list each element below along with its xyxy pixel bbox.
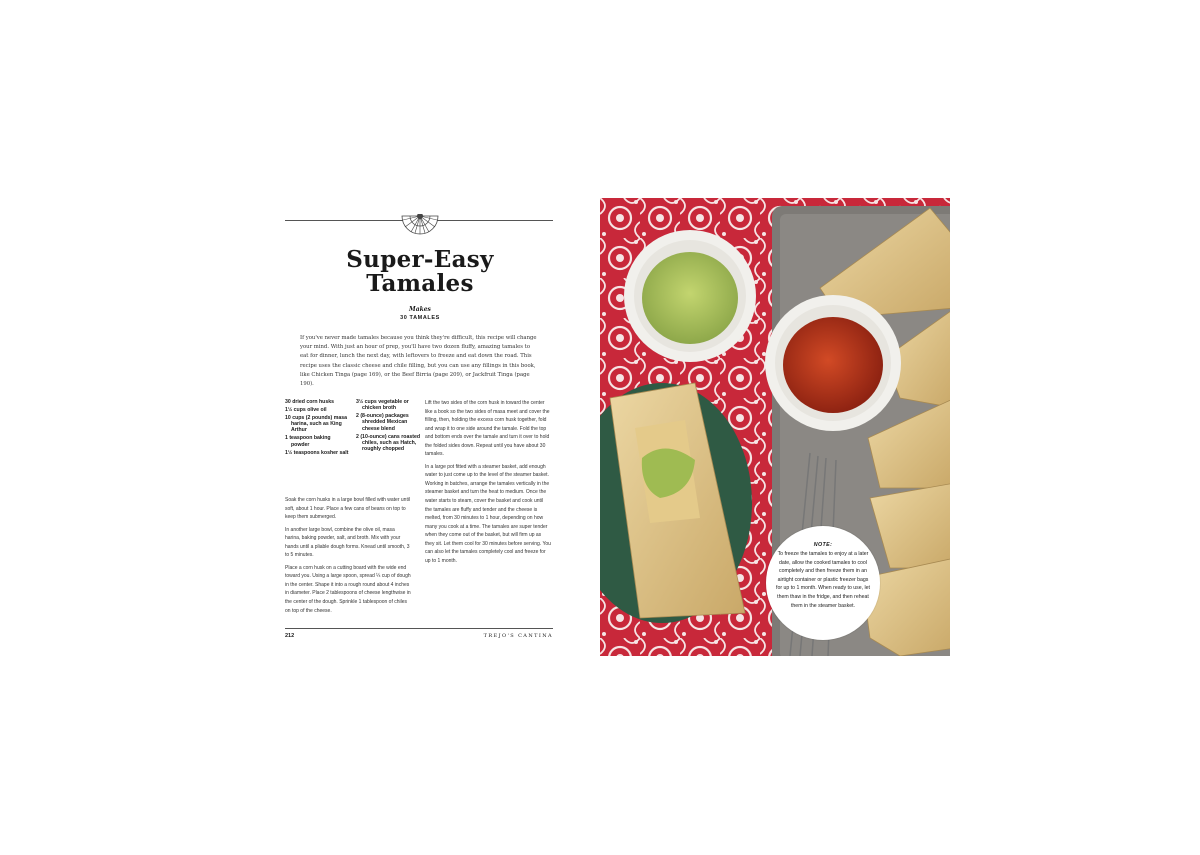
method-step: Soak the corn husks in a large bowl filled with water until soft, about 1 hour. Place a few cans of beans on top to keep them submerged. [285,497,411,521]
makes-label: Makes [409,306,431,313]
ingredient: 1½ teaspoons kosher salt [285,449,349,456]
ingredient: 2 (10-ounce) cans roasted chiles, such as Hatch, roughly chopped [356,433,421,453]
ingredient: 1½ cups olive oil [285,407,327,413]
ingredient: 30 dried corn husks [285,399,335,405]
method-column-right [425,399,551,569]
recipe-title [270,248,570,296]
ingredient: 10 cups (2 pounds) masa harina, such as King Arthur [285,415,347,434]
method-step: In a large pot fitted with a steamer basket, add enough water to just come up to the level of the steamer basket. Working in batches, arrange the tamales vertically in the steamer basket and turn the heat to medium. Once the water starts to steam, cover the basket and cook until the tamales are fluffy and tender and the cheese is melted, from 30 minutes to 1 hour, depending on how many you cook at a time. The tamales are super tender when they come out of the basket, but will firm up as they sit. Let them cool for 30 minutes before serving. You can also let the tamales completely cool and freeze for up to 1 month. [425,463,551,564]
sunburst-ornament-icon [397,214,443,238]
title-line-1: Super-Easy [346,246,494,273]
method-step: Place a corn husk on a cutting board with the wide end toward you. Using a large spoon, spread ¼ cup of dough in the center. Shape it into a rough round about 4 inches in diameter. Place 2 tablespoons of cheese lengthwise in the center of the dough. Sprinkle 1 tablespoon of chiles on top of the cheese. [285,564,411,614]
method-column-left [285,496,411,619]
title-line-2: Tamales [366,270,474,297]
ingredient: 2 (8-ounce) packages shredded Mexican cheese blend [356,413,409,432]
running-head: TREJO'S CANTINA [483,633,553,639]
page-number: 212 [285,633,295,639]
ingredients-column-1 [285,399,349,458]
recipe-intro: If you've never made tamales because you think they're difficult, this recipe will change your mind. With just an hour of prep, you'll have two dozen fluffy, amazing tamales to eat for dinner, lunch the next day, with leftovers to freeze and eat down the road. This recipe uses the classic cheese and chile filling, but you can use any fillings in this book, like Chicken Tinga (page 169), or the Beef Birria (page 209), or Jackfruit Tinga (page 190). [300,335,537,388]
yield-quantity: 30 TAMALES [400,315,440,321]
bottom-rule [285,628,553,629]
method-step: Lift the two sides of the corn husk in toward the center like a book so the two sides of masa meet and cover the filling, then, holding the excess corn husk together, fold and wrap it to one side around the tamale. Fold the top and bottom ends over the tamale and turn it over to hold the folded sides down. Repeat until you have about 30 tamales. [425,400,550,458]
ingredients-column-2 [356,399,420,454]
ingredient: 1 teaspoon baking powder [285,435,331,448]
method-step: In another large bowl, combine the olive oil, masa harina, baking powder, salt, and broth. Mix with your hands until a pliable dough forms. Knead until smooth, 3 to 5 minutes. [285,526,410,559]
note-label: NOTE: [813,542,833,548]
note-text: To freeze the tamales to enjoy at a later date, allow the cooked tamales to cool completely and then freeze them in an airtight container or plastic freezer bags for up to 1 month. When ready to use, let them thaw in the fridge, and then reheat them in the steamer basket. [776,551,871,609]
freezing-note [766,526,880,640]
recipe-page [270,200,570,660]
ingredient: 3½ cups vegetable or chicken broth [356,399,409,412]
